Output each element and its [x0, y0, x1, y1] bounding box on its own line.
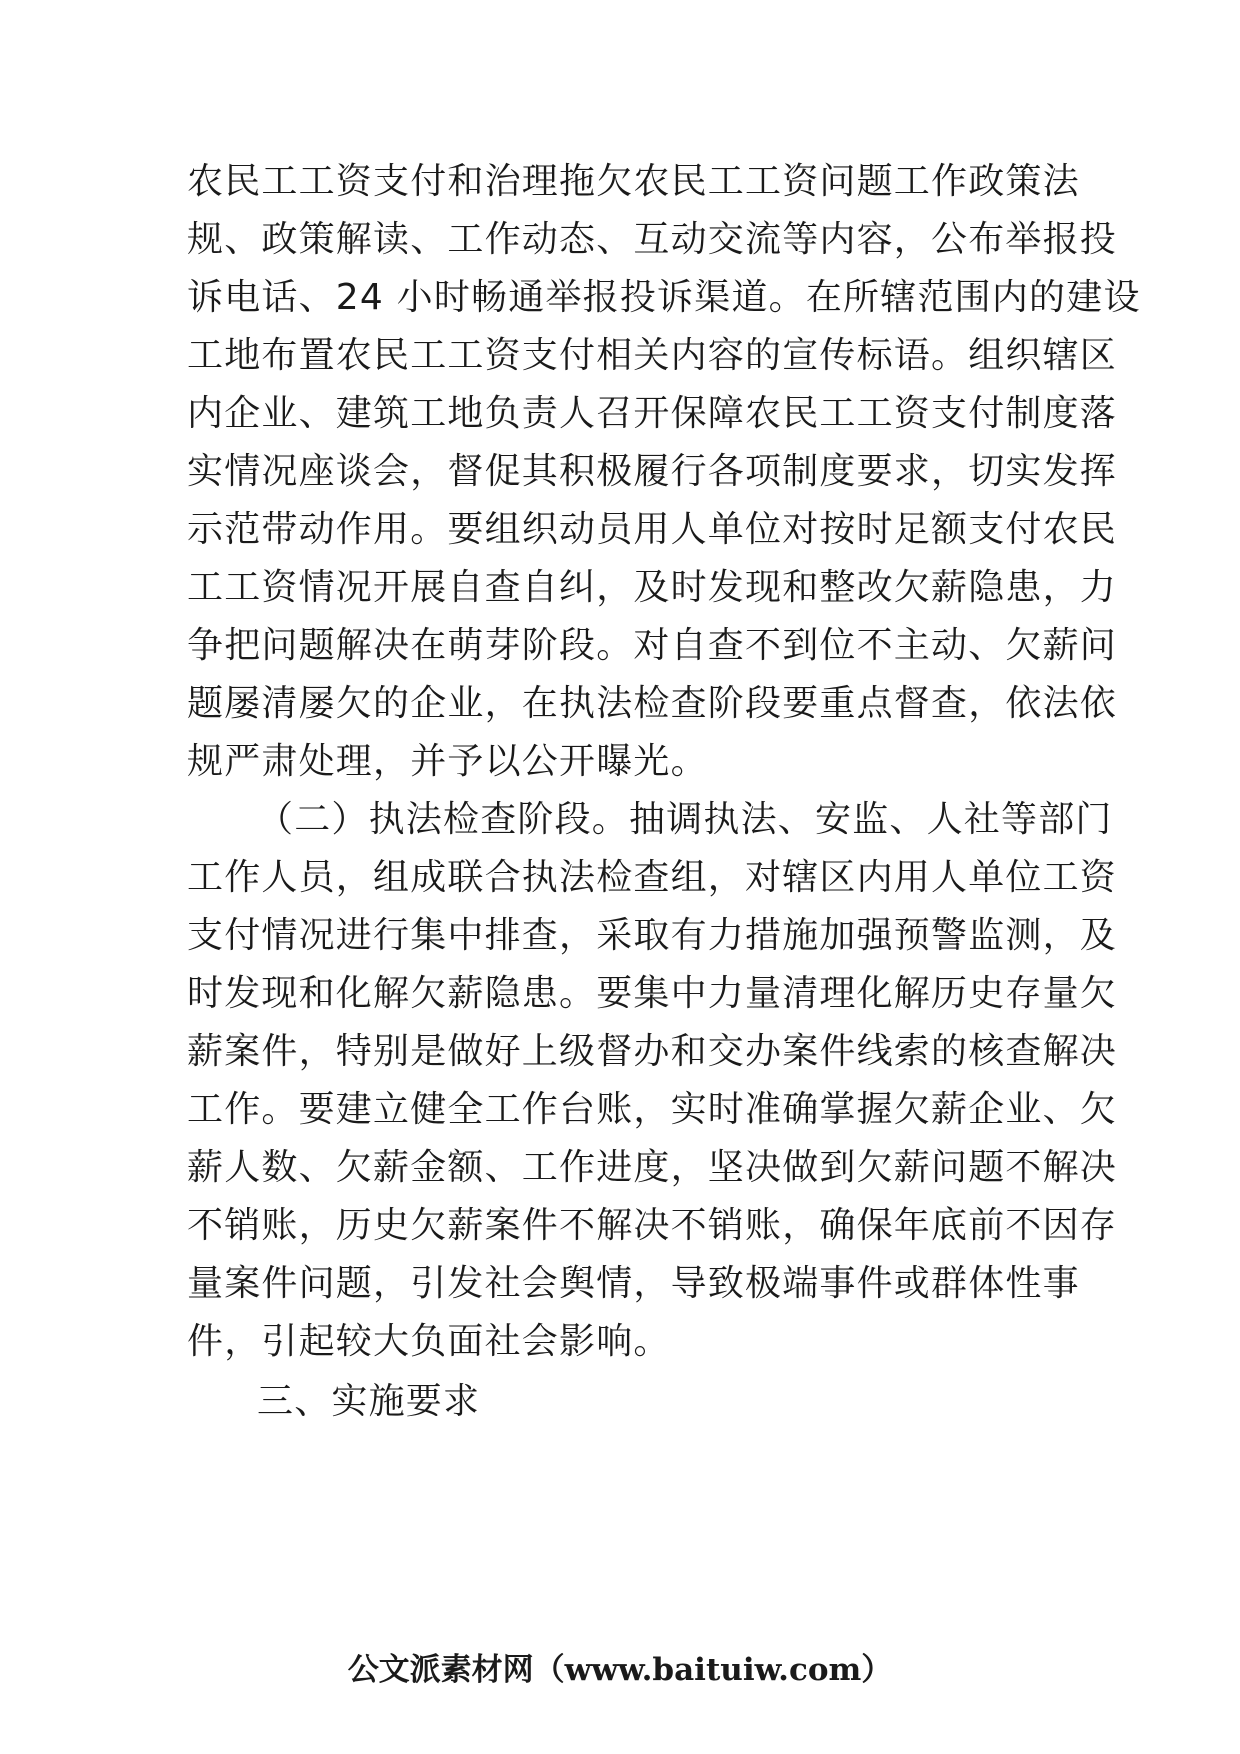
paragraph-line: 工工资情况开展自查自纠，及时发现和整改欠薪隐患，力: [187, 567, 1118, 608]
paragraph-line: 规严肃处理，并予以公开曝光。: [187, 741, 708, 782]
paragraph-line: 件，引起较大负面社会影响。: [187, 1321, 671, 1362]
paragraph-line: 工作人员，组成联合执法检查组，对辖区内用人单位工资: [187, 857, 1118, 898]
section-heading: 三、实施要求: [257, 1381, 481, 1422]
paragraph-line: 薪案件，特别是做好上级督办和交办案件线索的核查解决: [187, 1031, 1118, 1072]
paragraph-line: 内企业、建筑工地负责人召开保障农民工工资支付制度落: [187, 393, 1118, 434]
paragraph-line: 实情况座谈会，督促其积极履行各项制度要求，切实发挥: [187, 451, 1118, 492]
paragraph-line: 薪人数、欠薪金额、工作进度，坚决做到欠薪问题不解决: [187, 1147, 1118, 1188]
footer-watermark: 公文派素材网（www.baituiw.com）: [347, 1652, 893, 1688]
paragraph-line: 争把问题解决在萌芽阶段。对自查不到位不主动、欠薪问: [187, 625, 1118, 666]
paragraph-line: 支付情况进行集中排查，采取有力措施加强预警监测，及: [187, 915, 1118, 956]
paragraph-line: （二）执法检查阶段。抽调执法、安监、人社等部门: [257, 799, 1113, 840]
paragraph-line: 不销账，历史欠薪案件不解决不销账，确保年底前不因存: [187, 1205, 1118, 1246]
paragraph-line: 工作。要建立健全工作台账，实时准确掌握欠薪企业、欠: [187, 1089, 1118, 1130]
paragraph-line: 题屡清屡欠的企业，在执法检查阶段要重点督查，依法依: [187, 683, 1118, 724]
paragraph-line: 规、政策解读、工作动态、互动交流等内容，公布举报投: [187, 219, 1118, 260]
paragraph-line: 量案件问题，引发社会舆情，导致极端事件或群体性事: [187, 1263, 1080, 1304]
paragraph-line: 时发现和化解欠薪隐患。要集中力量清理化解历史存量欠: [187, 973, 1118, 1014]
paragraph-line: 农民工工资支付和治理拖欠农民工工资问题工作政策法: [187, 161, 1080, 202]
paragraph-line: 示范带动作用。要组织动员用人单位对按时足额支付农民: [187, 509, 1118, 550]
paragraph-line: 诉电话、24 小时畅通举报投诉渠道。在所辖范围内的建设: [187, 277, 1141, 318]
paragraph-line: 工地布置农民工工资支付相关内容的宣传标语。组织辖区: [187, 335, 1118, 376]
